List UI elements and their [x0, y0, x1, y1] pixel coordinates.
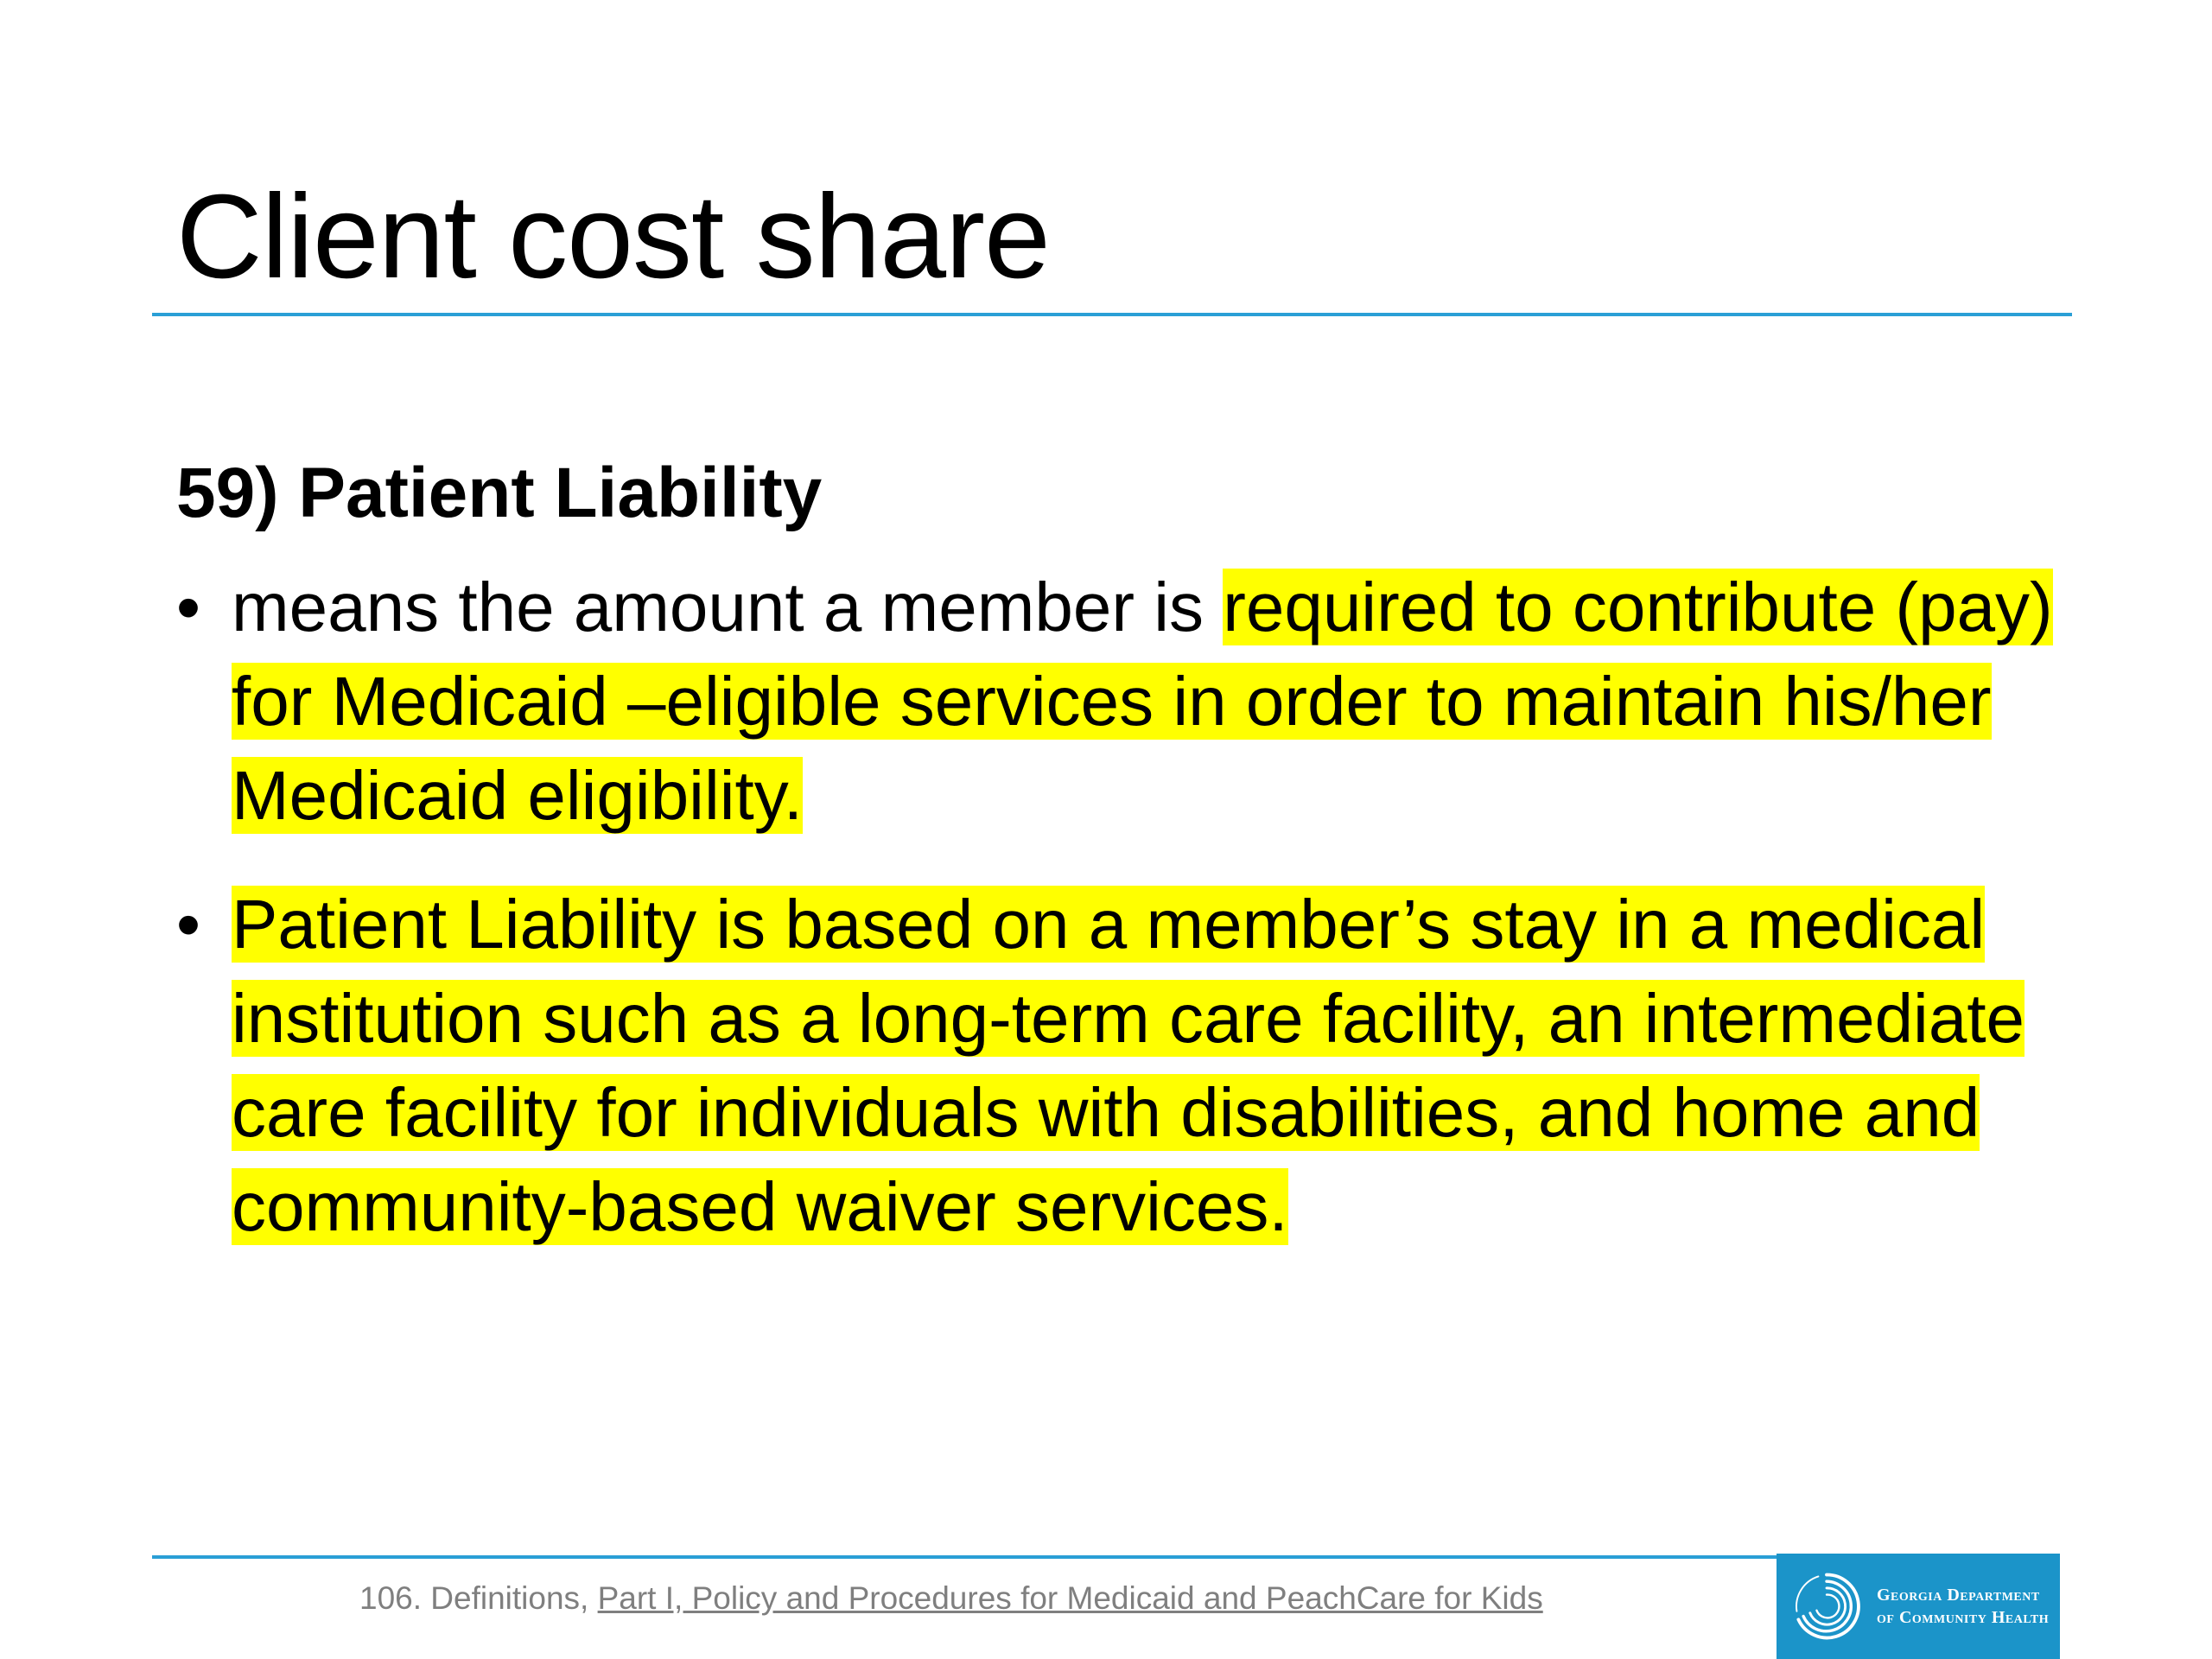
bullet-item-definition	[176, 560, 2094, 842]
highlighted-text: required to contribute (pay) for Medicaid –eligible services in order to maintain his/her Medicaid eligibility.	[232, 569, 2053, 834]
citation-link[interactable]: Part I, Policy and Procedures for Medicaid and PeachCare for Kids	[597, 1580, 1543, 1616]
bullet-dot-icon: •	[176, 569, 201, 645]
bullet-text	[232, 560, 2094, 842]
footer-citation	[359, 1580, 1543, 1618]
bullet-list	[176, 560, 2094, 1288]
definition-heading: 59) Patient Liability	[176, 454, 823, 532]
bullet-dot-icon: •	[176, 886, 201, 963]
highlighted-text: Patient Liability is based on a member’s stay in a medical institution such as a long-term care facility, an intermediate care facility for individuals with disabilities, and home and community-based waiver services.	[232, 886, 2025, 1245]
citation-prefix: 106. Definitions,	[359, 1580, 598, 1616]
footer-divider	[152, 1555, 1777, 1559]
bullet-plain-text: means the amount a member is	[232, 569, 1224, 645]
bullet-item-basis	[176, 877, 2094, 1254]
slide-title: Client cost share	[176, 170, 1050, 303]
logo-line-1: Georgia Department	[1877, 1586, 2040, 1605]
dch-logo	[1777, 1554, 2060, 1659]
logo-line-2: of Community Health	[1877, 1608, 2050, 1627]
bullet-text	[232, 877, 2094, 1254]
logo-text	[1877, 1584, 2049, 1629]
title-divider	[152, 313, 2072, 316]
dch-swirl-logo-icon	[1785, 1565, 1868, 1648]
